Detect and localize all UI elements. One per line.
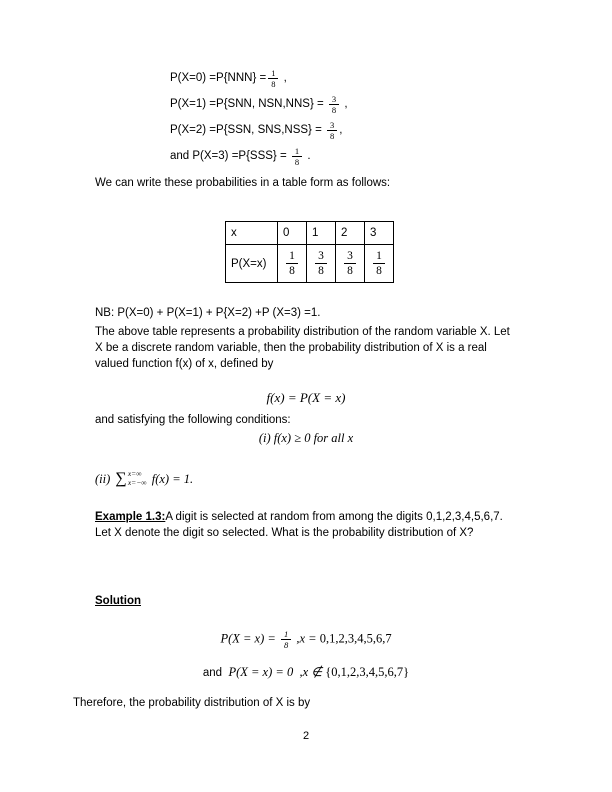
condition-ii-label: (ii) bbox=[95, 471, 114, 486]
fraction bbox=[327, 120, 337, 141]
condition-ii-expression: f(x) = 1. bbox=[148, 471, 194, 486]
table-row bbox=[226, 245, 394, 283]
fraction-numerator: 3 bbox=[318, 250, 324, 262]
fraction bbox=[329, 94, 339, 115]
fraction bbox=[292, 146, 302, 167]
table-cell bbox=[307, 245, 336, 283]
digit-set: {0,1,2,3,4,5,6,7} bbox=[325, 665, 410, 679]
solution-equation-1 bbox=[95, 629, 517, 650]
fraction bbox=[268, 68, 278, 89]
probability-equations bbox=[170, 65, 517, 169]
equation-text: P(X = x) = bbox=[220, 631, 279, 646]
table-value: 3 bbox=[365, 222, 394, 245]
equation-punctuation: , bbox=[280, 72, 287, 84]
fraction bbox=[315, 249, 327, 278]
fraction-numerator: 1 bbox=[271, 67, 276, 78]
distribution-paragraph: The above table represents a probability distribution of the random variable X. Let X be a discrete random variable, then the probability distribution of X is a real valued function f(x) of x, defined by bbox=[95, 326, 514, 370]
equation-text: P(X = x) = 0 ,x ∉ bbox=[228, 665, 326, 679]
table-header-probability: P(X=x) bbox=[226, 245, 278, 283]
solution-heading: Solution bbox=[95, 595, 141, 607]
nb-note: NB: P(X=0) + P(X=1) + P{X=2) +P (X=3) =1. bbox=[95, 307, 321, 319]
fraction bbox=[344, 249, 356, 278]
fraction-denominator: 8 bbox=[329, 104, 339, 115]
equation-line bbox=[170, 143, 517, 169]
summation-upper-limit: x=∞ bbox=[127, 469, 142, 478]
equation-text: and P(X=3) =P{SSS} = bbox=[170, 150, 290, 162]
fraction-numerator: 3 bbox=[330, 119, 335, 130]
summation-sigma: ∑ bbox=[115, 469, 127, 487]
summation-lower-limit: x=−∞ bbox=[127, 477, 147, 487]
fraction-numerator: 1 bbox=[283, 629, 289, 639]
equation-punctuation: , bbox=[341, 98, 348, 110]
table-value: 0 bbox=[278, 222, 307, 245]
fraction-denominator: 8 bbox=[268, 78, 278, 89]
fraction-denominator: 8 bbox=[292, 156, 302, 167]
digit-list: 0,1,2,3,4,5,6,7 bbox=[319, 631, 392, 646]
fraction bbox=[286, 249, 298, 278]
summation-limits bbox=[128, 470, 147, 487]
equation-punctuation: , bbox=[339, 124, 343, 136]
equation-text: P(X=1) =P{SNN, NSN,NNS} = bbox=[170, 98, 327, 110]
fraction-denominator: 8 bbox=[344, 263, 356, 278]
fraction-numerator: 1 bbox=[294, 145, 300, 156]
equation-punctuation: . bbox=[304, 150, 311, 162]
fraction-numerator: 3 bbox=[331, 93, 337, 104]
page-number: 2 bbox=[302, 730, 310, 742]
fraction-denominator: 8 bbox=[327, 130, 337, 141]
fraction-denominator: 8 bbox=[315, 263, 327, 278]
fraction-numerator: 1 bbox=[289, 250, 295, 262]
equation-line bbox=[170, 65, 517, 91]
satisfying-text: and satisfying the following conditions: bbox=[95, 414, 291, 426]
table-cell bbox=[336, 245, 365, 283]
fraction-numerator: 3 bbox=[347, 250, 353, 262]
table-cell bbox=[278, 245, 307, 283]
table-value: 1 bbox=[307, 222, 336, 245]
fraction-denominator: 8 bbox=[281, 639, 291, 650]
probability-table bbox=[225, 221, 394, 283]
closing-text: Therefore, the probability distribution of X is by bbox=[73, 697, 311, 709]
table-header-x: x bbox=[226, 222, 278, 245]
solution-section bbox=[95, 541, 517, 609]
equation-text: P(X=0) =P{NNN} = bbox=[170, 72, 267, 84]
equation-text: ,x = bbox=[293, 631, 320, 646]
fraction bbox=[281, 629, 291, 650]
table-value: 2 bbox=[336, 222, 365, 245]
definition-equation: f(x) = P(X = x) bbox=[266, 390, 346, 405]
example-paragraph bbox=[95, 509, 517, 541]
condition-i: (i) f(x) ≥ 0 for all x bbox=[258, 431, 354, 445]
fraction-numerator: 1 bbox=[376, 250, 382, 262]
fraction-denominator: 8 bbox=[373, 263, 385, 278]
connector-word: and bbox=[202, 667, 229, 679]
equation-line bbox=[170, 91, 517, 117]
intro-text: We can write these probabilities in a table form as follows: bbox=[95, 177, 391, 189]
equation-line bbox=[170, 117, 517, 143]
table-row bbox=[226, 222, 394, 245]
equation-text: P(X=2) =P{SSN, SNS,NSS} = bbox=[170, 124, 326, 136]
table-cell bbox=[365, 245, 394, 283]
fraction bbox=[373, 249, 385, 278]
solution-equation-2 bbox=[95, 664, 517, 681]
condition-ii bbox=[95, 470, 517, 487]
fraction-denominator: 8 bbox=[286, 263, 298, 278]
example-text: A digit is selected at random from among the digits 0,1,2,3,4,5,6,7. Let X denote the digit so selected. What is the probability distribution of X? bbox=[95, 511, 507, 539]
example-label: Example 1.3: bbox=[95, 511, 166, 523]
